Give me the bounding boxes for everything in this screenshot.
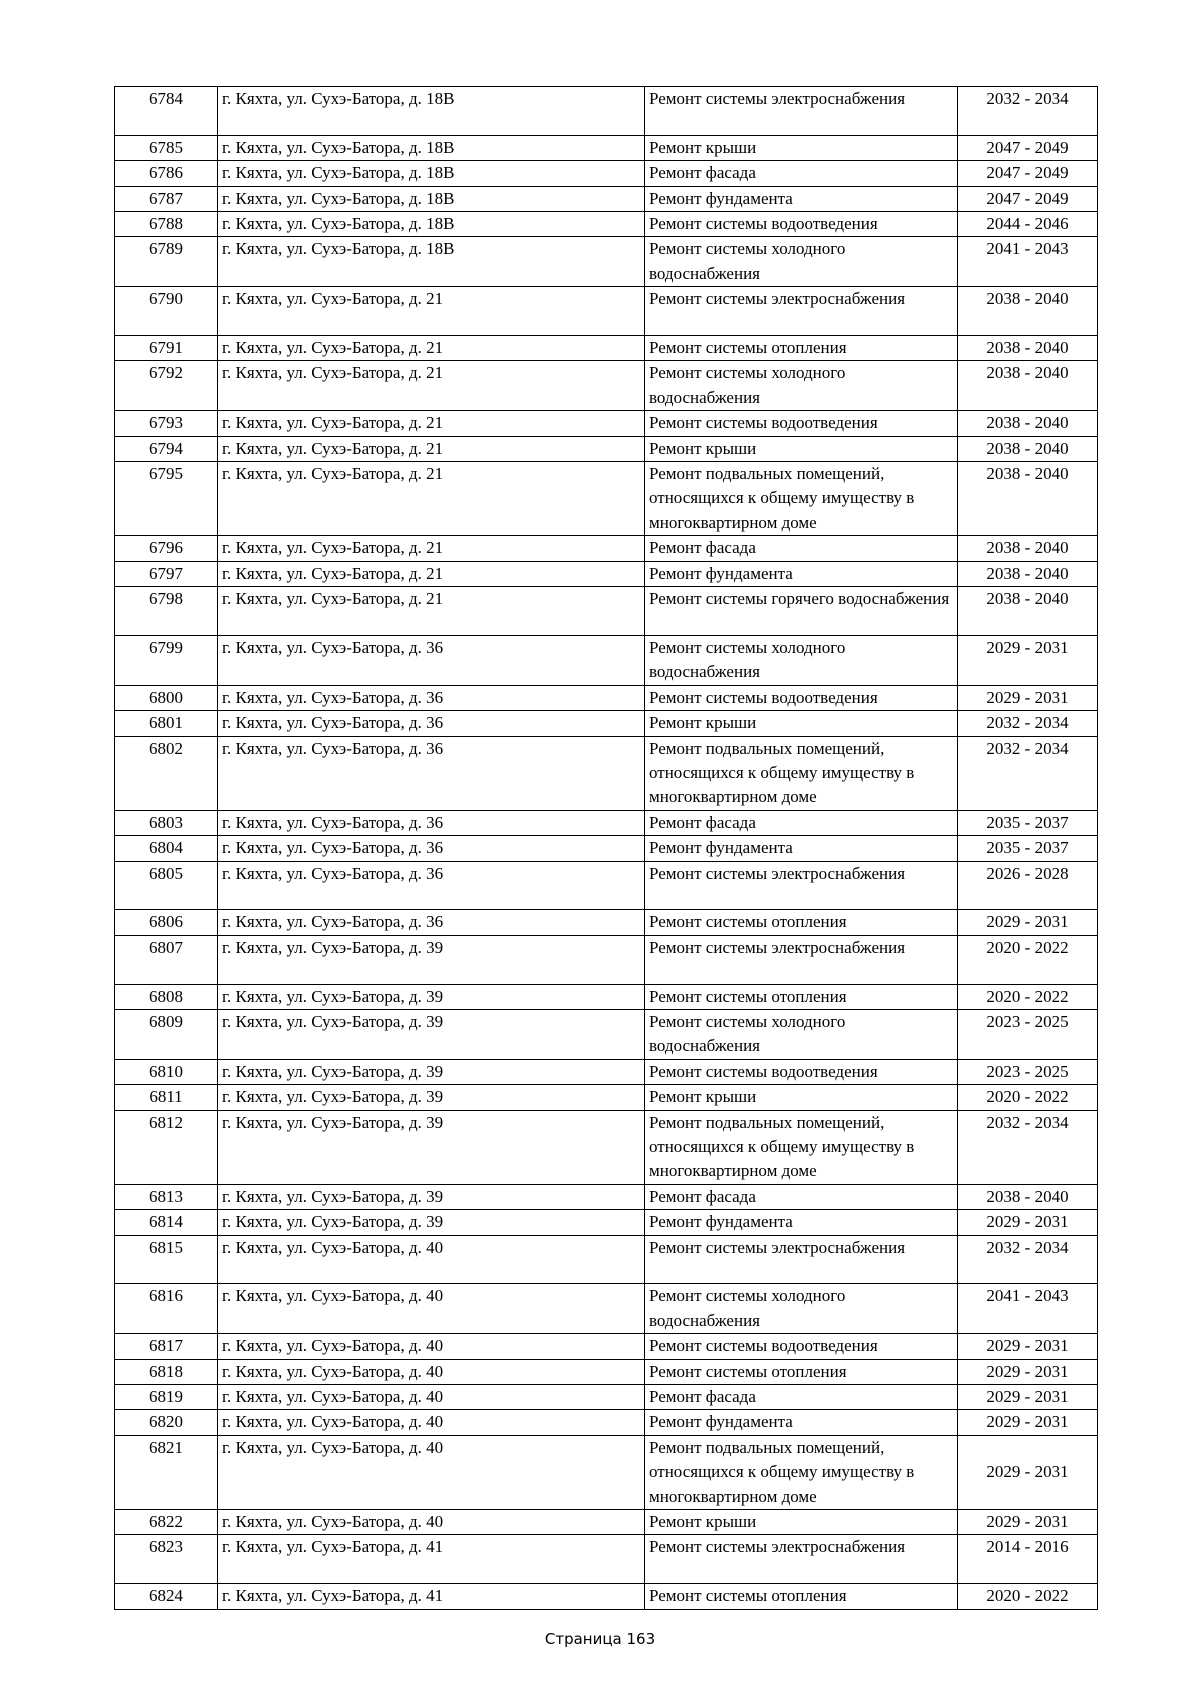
address-cell: г. Кяхта, ул. Сухэ-Батора, д. 40 bbox=[218, 1235, 645, 1284]
table-row bbox=[115, 1235, 1098, 1284]
work-type-cell: Ремонт подвальных помещений, относящихся к общему имуществу в многоквартирном доме bbox=[645, 462, 958, 536]
address-cell: г. Кяхта, ул. Сухэ-Батора, д. 21 bbox=[218, 411, 645, 436]
address-cell: г. Кяхта, ул. Сухэ-Батора, д. 36 bbox=[218, 711, 645, 736]
row-number-cell: 6806 bbox=[115, 910, 218, 935]
work-type-cell: Ремонт фундамента bbox=[645, 1410, 958, 1435]
table-row bbox=[115, 635, 1098, 685]
work-type-cell: Ремонт системы водоотведения bbox=[645, 685, 958, 710]
period-cell: 2029 - 2031 bbox=[958, 1334, 1098, 1359]
repair-schedule-table bbox=[114, 86, 1098, 1610]
table-row bbox=[115, 561, 1098, 586]
period-cell: 2032 - 2034 bbox=[958, 1110, 1098, 1184]
address-cell: г. Кяхта, ул. Сухэ-Батора, д. 40 bbox=[218, 1284, 645, 1334]
address-cell: г. Кяхта, ул. Сухэ-Батора, д. 21 bbox=[218, 287, 645, 336]
row-number-cell: 6821 bbox=[115, 1435, 218, 1509]
row-number-cell: 6812 bbox=[115, 1110, 218, 1184]
row-number-cell: 6791 bbox=[115, 336, 218, 361]
period-cell: 2020 - 2022 bbox=[958, 1584, 1098, 1609]
work-type-cell: Ремонт системы отопления bbox=[645, 1584, 958, 1609]
table-row bbox=[115, 587, 1098, 636]
row-number-cell: 6813 bbox=[115, 1184, 218, 1209]
row-number-cell: 6802 bbox=[115, 736, 218, 810]
table-row bbox=[115, 1334, 1098, 1359]
row-number-cell: 6822 bbox=[115, 1510, 218, 1535]
table-row bbox=[115, 1535, 1098, 1584]
address-cell: г. Кяхта, ул. Сухэ-Батора, д. 40 bbox=[218, 1510, 645, 1535]
period-cell: 2047 - 2049 bbox=[958, 135, 1098, 160]
period-cell: 2023 - 2025 bbox=[958, 1009, 1098, 1059]
row-number-cell: 6820 bbox=[115, 1410, 218, 1435]
row-number-cell: 6819 bbox=[115, 1385, 218, 1410]
table-row bbox=[115, 1085, 1098, 1110]
row-number-cell: 6805 bbox=[115, 861, 218, 910]
table-row bbox=[115, 411, 1098, 436]
period-cell: 2032 - 2034 bbox=[958, 1235, 1098, 1284]
period-cell: 2014 - 2016 bbox=[958, 1535, 1098, 1584]
address-cell: г. Кяхта, ул. Сухэ-Батора, д. 36 bbox=[218, 736, 645, 810]
table-row bbox=[115, 1385, 1098, 1410]
address-cell: г. Кяхта, ул. Сухэ-Батора, д. 39 bbox=[218, 1009, 645, 1059]
row-number-cell: 6794 bbox=[115, 436, 218, 461]
work-type-cell: Ремонт фасада bbox=[645, 536, 958, 561]
row-number-cell: 6792 bbox=[115, 361, 218, 411]
work-type-cell: Ремонт системы водоотведения bbox=[645, 411, 958, 436]
work-type-cell: Ремонт крыши bbox=[645, 135, 958, 160]
period-cell: 2038 - 2040 bbox=[958, 561, 1098, 586]
row-number-cell: 6786 bbox=[115, 161, 218, 186]
row-number-cell: 6811 bbox=[115, 1085, 218, 1110]
address-cell: г. Кяхта, ул. Сухэ-Батора, д. 39 bbox=[218, 935, 645, 984]
work-type-cell: Ремонт системы электроснабжения bbox=[645, 287, 958, 336]
period-cell: 2035 - 2037 bbox=[958, 810, 1098, 835]
address-cell: г. Кяхта, ул. Сухэ-Батора, д. 36 bbox=[218, 861, 645, 910]
table-row bbox=[115, 161, 1098, 186]
row-number-cell: 6804 bbox=[115, 836, 218, 861]
work-type-cell: Ремонт фасада bbox=[645, 1184, 958, 1209]
period-cell: 2041 - 2043 bbox=[958, 237, 1098, 287]
table-row bbox=[115, 361, 1098, 411]
table-row bbox=[115, 685, 1098, 710]
row-number-cell: 6816 bbox=[115, 1284, 218, 1334]
row-number-cell: 6809 bbox=[115, 1009, 218, 1059]
table-row bbox=[115, 536, 1098, 561]
address-cell: г. Кяхта, ул. Сухэ-Батора, д. 39 bbox=[218, 984, 645, 1009]
address-cell: г. Кяхта, ул. Сухэ-Батора, д. 39 bbox=[218, 1210, 645, 1235]
work-type-cell: Ремонт системы электроснабжения bbox=[645, 935, 958, 984]
table-row bbox=[115, 1435, 1098, 1509]
table-row bbox=[115, 212, 1098, 237]
table-row bbox=[115, 1510, 1098, 1535]
address-cell: г. Кяхта, ул. Сухэ-Батора, д. 21 bbox=[218, 361, 645, 411]
work-type-cell: Ремонт крыши bbox=[645, 1510, 958, 1535]
period-cell: 2020 - 2022 bbox=[958, 984, 1098, 1009]
address-cell: г. Кяхта, ул. Сухэ-Батора, д. 18В bbox=[218, 161, 645, 186]
period-cell: 2029 - 2031 bbox=[958, 635, 1098, 685]
period-cell: 2038 - 2040 bbox=[958, 361, 1098, 411]
period-cell: 2035 - 2037 bbox=[958, 836, 1098, 861]
table-row bbox=[115, 186, 1098, 211]
row-number-cell: 6797 bbox=[115, 561, 218, 586]
work-type-cell: Ремонт системы горячего водоснабжения bbox=[645, 587, 958, 636]
table-row bbox=[115, 336, 1098, 361]
row-number-cell: 6790 bbox=[115, 287, 218, 336]
work-type-cell: Ремонт крыши bbox=[645, 1085, 958, 1110]
work-type-cell: Ремонт системы холодного водоснабжения bbox=[645, 361, 958, 411]
period-cell: 2047 - 2049 bbox=[958, 161, 1098, 186]
period-cell: 2038 - 2040 bbox=[958, 436, 1098, 461]
period-cell: 2029 - 2031 bbox=[958, 1359, 1098, 1384]
row-number-cell: 6815 bbox=[115, 1235, 218, 1284]
row-number-cell: 6810 bbox=[115, 1059, 218, 1084]
address-cell: г. Кяхта, ул. Сухэ-Батора, д. 41 bbox=[218, 1584, 645, 1609]
period-cell: 2020 - 2022 bbox=[958, 935, 1098, 984]
address-cell: г. Кяхта, ул. Сухэ-Батора, д. 21 bbox=[218, 536, 645, 561]
row-number-cell: 6798 bbox=[115, 587, 218, 636]
work-type-cell: Ремонт фундамента bbox=[645, 561, 958, 586]
period-cell: 2047 - 2049 bbox=[958, 186, 1098, 211]
period-cell: 2044 - 2046 bbox=[958, 212, 1098, 237]
address-cell: г. Кяхта, ул. Сухэ-Батора, д. 36 bbox=[218, 810, 645, 835]
address-cell: г. Кяхта, ул. Сухэ-Батора, д. 21 bbox=[218, 436, 645, 461]
period-cell: 2038 - 2040 bbox=[958, 462, 1098, 536]
table-row bbox=[115, 736, 1098, 810]
address-cell: г. Кяхта, ул. Сухэ-Батора, д. 18В bbox=[218, 212, 645, 237]
row-number-cell: 6808 bbox=[115, 984, 218, 1009]
table-row bbox=[115, 1210, 1098, 1235]
row-number-cell: 6788 bbox=[115, 212, 218, 237]
period-cell: 2038 - 2040 bbox=[958, 336, 1098, 361]
address-cell: г. Кяхта, ул. Сухэ-Батора, д. 40 bbox=[218, 1334, 645, 1359]
table-row bbox=[115, 1184, 1098, 1209]
period-cell: 2029 - 2031 bbox=[958, 685, 1098, 710]
address-cell: г. Кяхта, ул. Сухэ-Батора, д. 41 bbox=[218, 1535, 645, 1584]
address-cell: г. Кяхта, ул. Сухэ-Батора, д. 36 bbox=[218, 635, 645, 685]
table-row bbox=[115, 87, 1098, 136]
row-number-cell: 6801 bbox=[115, 711, 218, 736]
row-number-cell: 6818 bbox=[115, 1359, 218, 1384]
table-row bbox=[115, 910, 1098, 935]
row-number-cell: 6823 bbox=[115, 1535, 218, 1584]
address-cell: г. Кяхта, ул. Сухэ-Батора, д. 40 bbox=[218, 1359, 645, 1384]
work-type-cell: Ремонт системы холодного водоснабжения bbox=[645, 1284, 958, 1334]
work-type-cell: Ремонт системы электроснабжения bbox=[645, 1235, 958, 1284]
table-row bbox=[115, 836, 1098, 861]
row-number-cell: 6789 bbox=[115, 237, 218, 287]
row-number-cell: 6807 bbox=[115, 935, 218, 984]
period-cell: 2023 - 2025 bbox=[958, 1059, 1098, 1084]
table-row bbox=[115, 1110, 1098, 1184]
address-cell: г. Кяхта, ул. Сухэ-Батора, д. 40 bbox=[218, 1385, 645, 1410]
work-type-cell: Ремонт системы водоотведения bbox=[645, 212, 958, 237]
address-cell: г. Кяхта, ул. Сухэ-Батора, д. 18В bbox=[218, 237, 645, 287]
work-type-cell: Ремонт системы отопления bbox=[645, 1359, 958, 1384]
row-number-cell: 6817 bbox=[115, 1334, 218, 1359]
period-cell: 2020 - 2022 bbox=[958, 1085, 1098, 1110]
work-type-cell: Ремонт фасада bbox=[645, 161, 958, 186]
page-footer bbox=[0, 1630, 1200, 1648]
address-cell: г. Кяхта, ул. Сухэ-Батора, д. 18В bbox=[218, 87, 645, 136]
period-cell: 2029 - 2031 bbox=[958, 1510, 1098, 1535]
row-number-cell: 6795 bbox=[115, 462, 218, 536]
page-number-label: Страница 163 bbox=[544, 1630, 656, 1648]
work-type-cell: Ремонт фасада bbox=[645, 1385, 958, 1410]
work-type-cell: Ремонт системы отопления bbox=[645, 336, 958, 361]
table-body bbox=[115, 87, 1098, 1610]
work-type-cell: Ремонт системы холодного водоснабжения bbox=[645, 237, 958, 287]
work-type-cell: Ремонт крыши bbox=[645, 711, 958, 736]
table-row bbox=[115, 135, 1098, 160]
address-cell: г. Кяхта, ул. Сухэ-Батора, д. 36 bbox=[218, 836, 645, 861]
address-cell: г. Кяхта, ул. Сухэ-Батора, д. 18В bbox=[218, 186, 645, 211]
work-type-cell: Ремонт фундамента bbox=[645, 836, 958, 861]
table-row bbox=[115, 984, 1098, 1009]
address-cell: г. Кяхта, ул. Сухэ-Батора, д. 39 bbox=[218, 1184, 645, 1209]
period-cell: 2041 - 2043 bbox=[958, 1284, 1098, 1334]
work-type-cell: Ремонт системы электроснабжения bbox=[645, 87, 958, 136]
address-cell: г. Кяхта, ул. Сухэ-Батора, д. 39 bbox=[218, 1110, 645, 1184]
work-type-cell: Ремонт системы холодного водоснабжения bbox=[645, 1009, 958, 1059]
address-cell: г. Кяхта, ул. Сухэ-Батора, д. 21 bbox=[218, 336, 645, 361]
row-number-cell: 6785 bbox=[115, 135, 218, 160]
row-number-cell: 6803 bbox=[115, 810, 218, 835]
period-cell: 2032 - 2034 bbox=[958, 711, 1098, 736]
work-type-cell: Ремонт крыши bbox=[645, 436, 958, 461]
table-row bbox=[115, 1584, 1098, 1609]
table-row bbox=[115, 935, 1098, 984]
work-type-cell: Ремонт системы водоотведения bbox=[645, 1334, 958, 1359]
row-number-cell: 6800 bbox=[115, 685, 218, 710]
address-cell: г. Кяхта, ул. Сухэ-Батора, д. 21 bbox=[218, 462, 645, 536]
period-cell: 2029 - 2031 bbox=[958, 1435, 1098, 1509]
row-number-cell: 6784 bbox=[115, 87, 218, 136]
work-type-cell: Ремонт системы холодного водоснабжения bbox=[645, 635, 958, 685]
work-type-cell: Ремонт фундамента bbox=[645, 1210, 958, 1235]
table-row bbox=[115, 436, 1098, 461]
work-type-cell: Ремонт системы электроснабжения bbox=[645, 1535, 958, 1584]
work-type-cell: Ремонт системы электроснабжения bbox=[645, 861, 958, 910]
address-cell: г. Кяхта, ул. Сухэ-Батора, д. 40 bbox=[218, 1410, 645, 1435]
work-type-cell: Ремонт фундамента bbox=[645, 186, 958, 211]
address-cell: г. Кяхта, ул. Сухэ-Батора, д. 39 bbox=[218, 1059, 645, 1084]
address-cell: г. Кяхта, ул. Сухэ-Батора, д. 21 bbox=[218, 561, 645, 586]
table-row bbox=[115, 1359, 1098, 1384]
address-cell: г. Кяхта, ул. Сухэ-Батора, д. 39 bbox=[218, 1085, 645, 1110]
period-cell: 2038 - 2040 bbox=[958, 536, 1098, 561]
address-cell: г. Кяхта, ул. Сухэ-Батора, д. 40 bbox=[218, 1435, 645, 1509]
table-row bbox=[115, 462, 1098, 536]
table-row bbox=[115, 1009, 1098, 1059]
work-type-cell: Ремонт подвальных помещений, относящихся к общему имуществу в многоквартирном доме bbox=[645, 1435, 958, 1509]
row-number-cell: 6814 bbox=[115, 1210, 218, 1235]
table-row bbox=[115, 810, 1098, 835]
period-cell: 2029 - 2031 bbox=[958, 1385, 1098, 1410]
address-cell: г. Кяхта, ул. Сухэ-Батора, д. 18В bbox=[218, 135, 645, 160]
period-cell: 2026 - 2028 bbox=[958, 861, 1098, 910]
period-cell: 2032 - 2034 bbox=[958, 736, 1098, 810]
row-number-cell: 6793 bbox=[115, 411, 218, 436]
table-row bbox=[115, 237, 1098, 287]
work-type-cell: Ремонт системы водоотведения bbox=[645, 1059, 958, 1084]
work-type-cell: Ремонт системы отопления bbox=[645, 984, 958, 1009]
period-cell: 2029 - 2031 bbox=[958, 1410, 1098, 1435]
row-number-cell: 6787 bbox=[115, 186, 218, 211]
period-cell: 2038 - 2040 bbox=[958, 411, 1098, 436]
table-row bbox=[115, 711, 1098, 736]
table-row bbox=[115, 1410, 1098, 1435]
row-number-cell: 6799 bbox=[115, 635, 218, 685]
work-type-cell: Ремонт подвальных помещений, относящихся к общему имуществу в многоквартирном доме bbox=[645, 1110, 958, 1184]
work-type-cell: Ремонт системы отопления bbox=[645, 910, 958, 935]
period-cell: 2029 - 2031 bbox=[958, 910, 1098, 935]
address-cell: г. Кяхта, ул. Сухэ-Батора, д. 36 bbox=[218, 910, 645, 935]
table-row bbox=[115, 1059, 1098, 1084]
table-row bbox=[115, 861, 1098, 910]
work-type-cell: Ремонт подвальных помещений, относящихся к общему имуществу в многоквартирном доме bbox=[645, 736, 958, 810]
period-cell: 2038 - 2040 bbox=[958, 587, 1098, 636]
row-number-cell: 6796 bbox=[115, 536, 218, 561]
period-cell: 2032 - 2034 bbox=[958, 87, 1098, 136]
table-row bbox=[115, 287, 1098, 336]
work-type-cell: Ремонт фасада bbox=[645, 810, 958, 835]
period-cell: 2038 - 2040 bbox=[958, 287, 1098, 336]
row-number-cell: 6824 bbox=[115, 1584, 218, 1609]
address-cell: г. Кяхта, ул. Сухэ-Батора, д. 21 bbox=[218, 587, 645, 636]
period-cell: 2038 - 2040 bbox=[958, 1184, 1098, 1209]
address-cell: г. Кяхта, ул. Сухэ-Батора, д. 36 bbox=[218, 685, 645, 710]
table-row bbox=[115, 1284, 1098, 1334]
period-cell: 2029 - 2031 bbox=[958, 1210, 1098, 1235]
